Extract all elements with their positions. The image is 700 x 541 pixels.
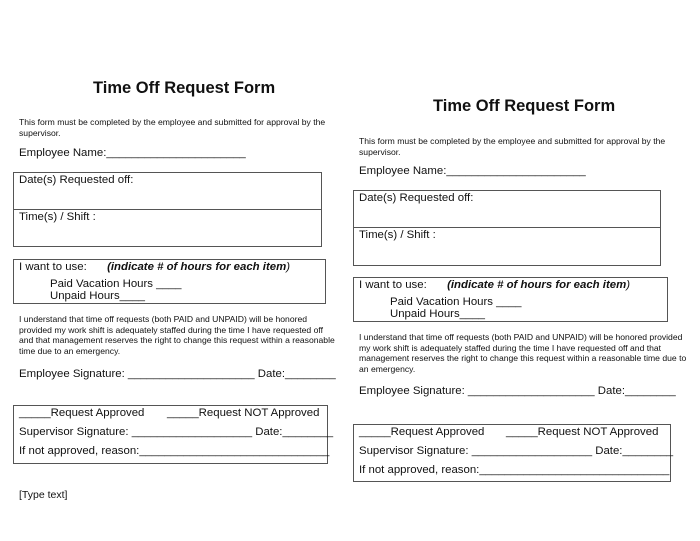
dates-times-box	[13, 172, 322, 247]
paid-vacation-hours-field[interactable]: Paid Vacation Hours ____	[50, 278, 182, 290]
reason-field[interactable]: If not approved, reason:______________________________	[359, 464, 670, 476]
agreement-text: I understand that time off requests (both PAID and UNPAID) will be honored provided my work shift is adequately staffed during the time I have requested off and that management reserves the right to change this request within a reasonable time due to an emergency.	[359, 332, 687, 374]
employee-name-field[interactable]: Employee Name:______________________	[359, 165, 586, 177]
supervisor-box	[13, 405, 334, 464]
supervisor-signature-field[interactable]: Supervisor Signature: ___________________ Date:________	[19, 426, 334, 438]
form-title: Time Off Request Form	[93, 79, 276, 97]
form-intro: This form must be completed by the employee and submitted for approval by the supervisor.	[19, 117, 326, 138]
supervisor-signature-field[interactable]: Supervisor Signature: ___________________ Date:________	[359, 445, 674, 457]
paid-vacation-hours-field[interactable]: Paid Vacation Hours ____	[390, 296, 522, 308]
footer-placeholder: [Type text]	[19, 489, 68, 501]
use-label: I want to use:	[359, 279, 427, 291]
divider	[14, 209, 321, 210]
request-approved-field[interactable]: _____Request Approved	[359, 426, 485, 438]
employee-name-field[interactable]: Employee Name:______________________	[19, 147, 246, 159]
hours-box: I want to use: (indicate # of hours for each item) Paid Vacation Hours ____ Unpaid Hours____	[13, 259, 326, 304]
request-approved-field[interactable]: _____Request Approved	[19, 407, 145, 419]
form-title: Time Off Request Form	[433, 97, 616, 115]
dates-requested-field[interactable]: Date(s) Requested off:	[19, 174, 134, 186]
request-not-approved-field[interactable]: _____Request NOT Approved	[167, 407, 320, 419]
agreement-text: I understand that time off requests (both PAID and UNPAID) will be honored provided my work shift is adequately staffed during the time I have requested off and that management reserves the right to change this request within a reasonable time due to an emergency.	[19, 314, 335, 356]
times-shift-field[interactable]: Time(s) / Shift :	[19, 211, 96, 223]
use-hint: (indicate # of hours for each item	[447, 279, 627, 291]
divider	[354, 227, 660, 228]
times-shift-field[interactable]: Time(s) / Shift :	[359, 229, 436, 241]
unpaid-hours-field[interactable]: Unpaid Hours____	[50, 290, 145, 302]
hours-box: I want to use: (indicate # of hours for each item) Paid Vacation Hours ____ Unpaid Hours____	[353, 277, 668, 322]
employee-signature-field[interactable]: Employee Signature: ____________________ Date:________	[19, 368, 336, 380]
supervisor-box	[353, 424, 674, 482]
dates-requested-field[interactable]: Date(s) Requested off:	[359, 192, 474, 204]
use-label: I want to use:	[19, 261, 87, 273]
use-hint: (indicate # of hours for each item	[107, 261, 287, 273]
form-intro: This form must be completed by the employee and submitted for approval by the supervisor.	[359, 136, 666, 157]
reason-field[interactable]: If not approved, reason:______________________________	[19, 445, 330, 457]
employee-signature-field[interactable]: Employee Signature: ____________________ Date:________	[359, 385, 676, 397]
unpaid-hours-field[interactable]: Unpaid Hours____	[390, 308, 485, 320]
dates-times-box	[353, 190, 661, 266]
request-not-approved-field[interactable]: _____Request NOT Approved	[506, 426, 659, 438]
